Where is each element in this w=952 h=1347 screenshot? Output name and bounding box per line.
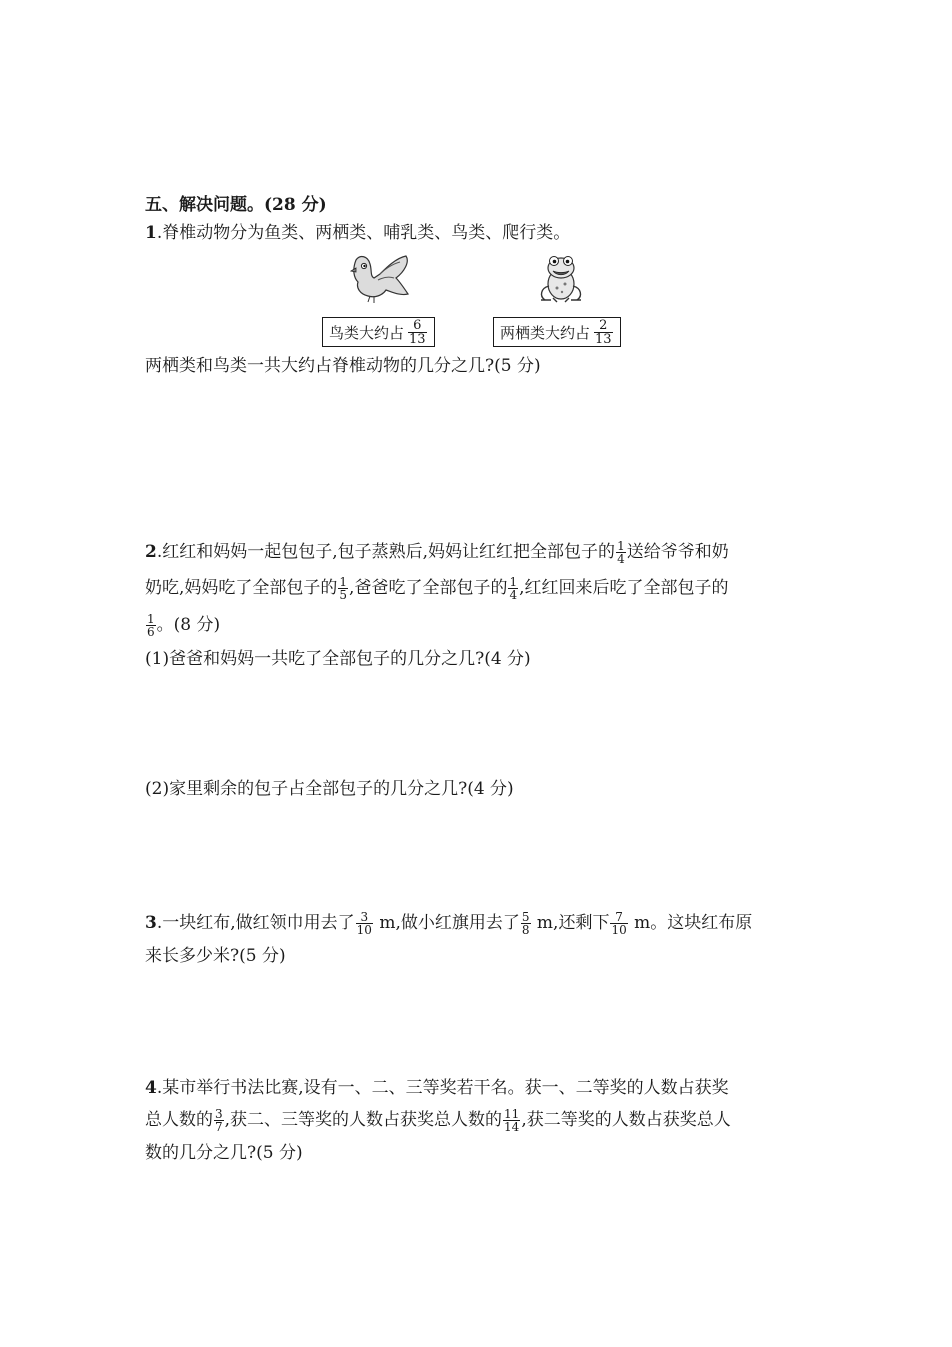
bird-ratio-box — [322, 317, 435, 347]
question-1-ask: 两栖类和鸟类一共大约占脊椎动物的几分之几?(5 分) — [145, 356, 541, 376]
fraction: $\frac{1}{4}$ — [617, 539, 625, 566]
question-2-line-2: 奶吃,妈妈吃了全部包子的 $\frac{1}{5}$ ,爸爸吃了全部包子的 $\frac{1}{4}$ ,红红回来后吃了全部包子的 — [145, 575, 729, 602]
frog-icon — [535, 254, 587, 306]
question-1-intro — [145, 221, 570, 245]
bird-ratio-fraction: $\frac{6}{13}$ — [409, 317, 426, 347]
fraction: $\frac{7}{10}$ — [611, 910, 627, 937]
question-number: 1 — [145, 223, 157, 243]
question-4-line-1: 4.某市举行书法比赛,设有一、二、三等奖若干名。获一、二等奖的人数占获奖 — [145, 1078, 729, 1098]
question-number: 2 — [145, 542, 157, 562]
question-4-line-3: 数的几分之几?(5 分) — [145, 1143, 303, 1163]
question-3-line-1: 3.一块红布,做红领巾用去了 $\frac{3}{10}$ m,做小红旗用去了 $\frac{5}{8}$ m,还剩下 $\frac{7}{10}$ m。这块红布原 — [145, 910, 753, 937]
question-2-line-3: $\frac{1}{6}$ 。(8 分) — [147, 612, 221, 639]
fraction: $\frac{5}{8}$ — [521, 910, 530, 937]
question-3-line-2: 来长多少米?(5 分) — [145, 946, 286, 966]
amphibian-ratio-fraction: $\frac{2}{13}$ — [595, 317, 612, 347]
fraction: $\frac{3}{10}$ — [356, 910, 372, 937]
bird-ratio-label: 鸟类大约占 — [329, 323, 405, 342]
question-2-line-1: 2.红红和妈妈一起包包子,包子蒸熟后,妈妈让红红把全部包子的 $\frac{1}{4}$ 送给爷爷和奶 — [145, 539, 729, 566]
bird-icon — [350, 252, 412, 304]
fraction: $\frac{3}{7}$ — [215, 1107, 223, 1134]
amphibian-ratio-box — [493, 317, 621, 347]
fraction: $\frac{1}{6}$ — [147, 612, 155, 639]
fraction: $\frac{1}{5}$ — [339, 575, 348, 602]
fraction: $\frac{11}{14}$ — [504, 1107, 520, 1134]
question-2-sub-2: (2)家里剩余的包子占全部包子的几分之几?(4 分) — [145, 779, 514, 799]
amphibian-ratio-label: 两栖类大约占 — [500, 323, 591, 342]
fraction: $\frac{1}{4}$ — [509, 575, 518, 602]
question-4-line-2: 总人数的 $\frac{3}{7}$ ,获二、三等奖的人数占获奖总人数的 $\frac{11}{14}$ ,获二等奖的人数占获奖总人 — [145, 1107, 731, 1134]
question-number: 3 — [145, 913, 157, 933]
question-number: 4 — [145, 1078, 157, 1098]
section-title: 五、解决问题。(28 分) — [145, 195, 327, 215]
question-2-sub-1: (1)爸爸和妈妈一共吃了全部包子的几分之几?(4 分) — [145, 649, 531, 669]
question-text: .脊椎动物分为鱼类、两栖类、哺乳类、鸟类、爬行类。 — [156, 223, 571, 243]
